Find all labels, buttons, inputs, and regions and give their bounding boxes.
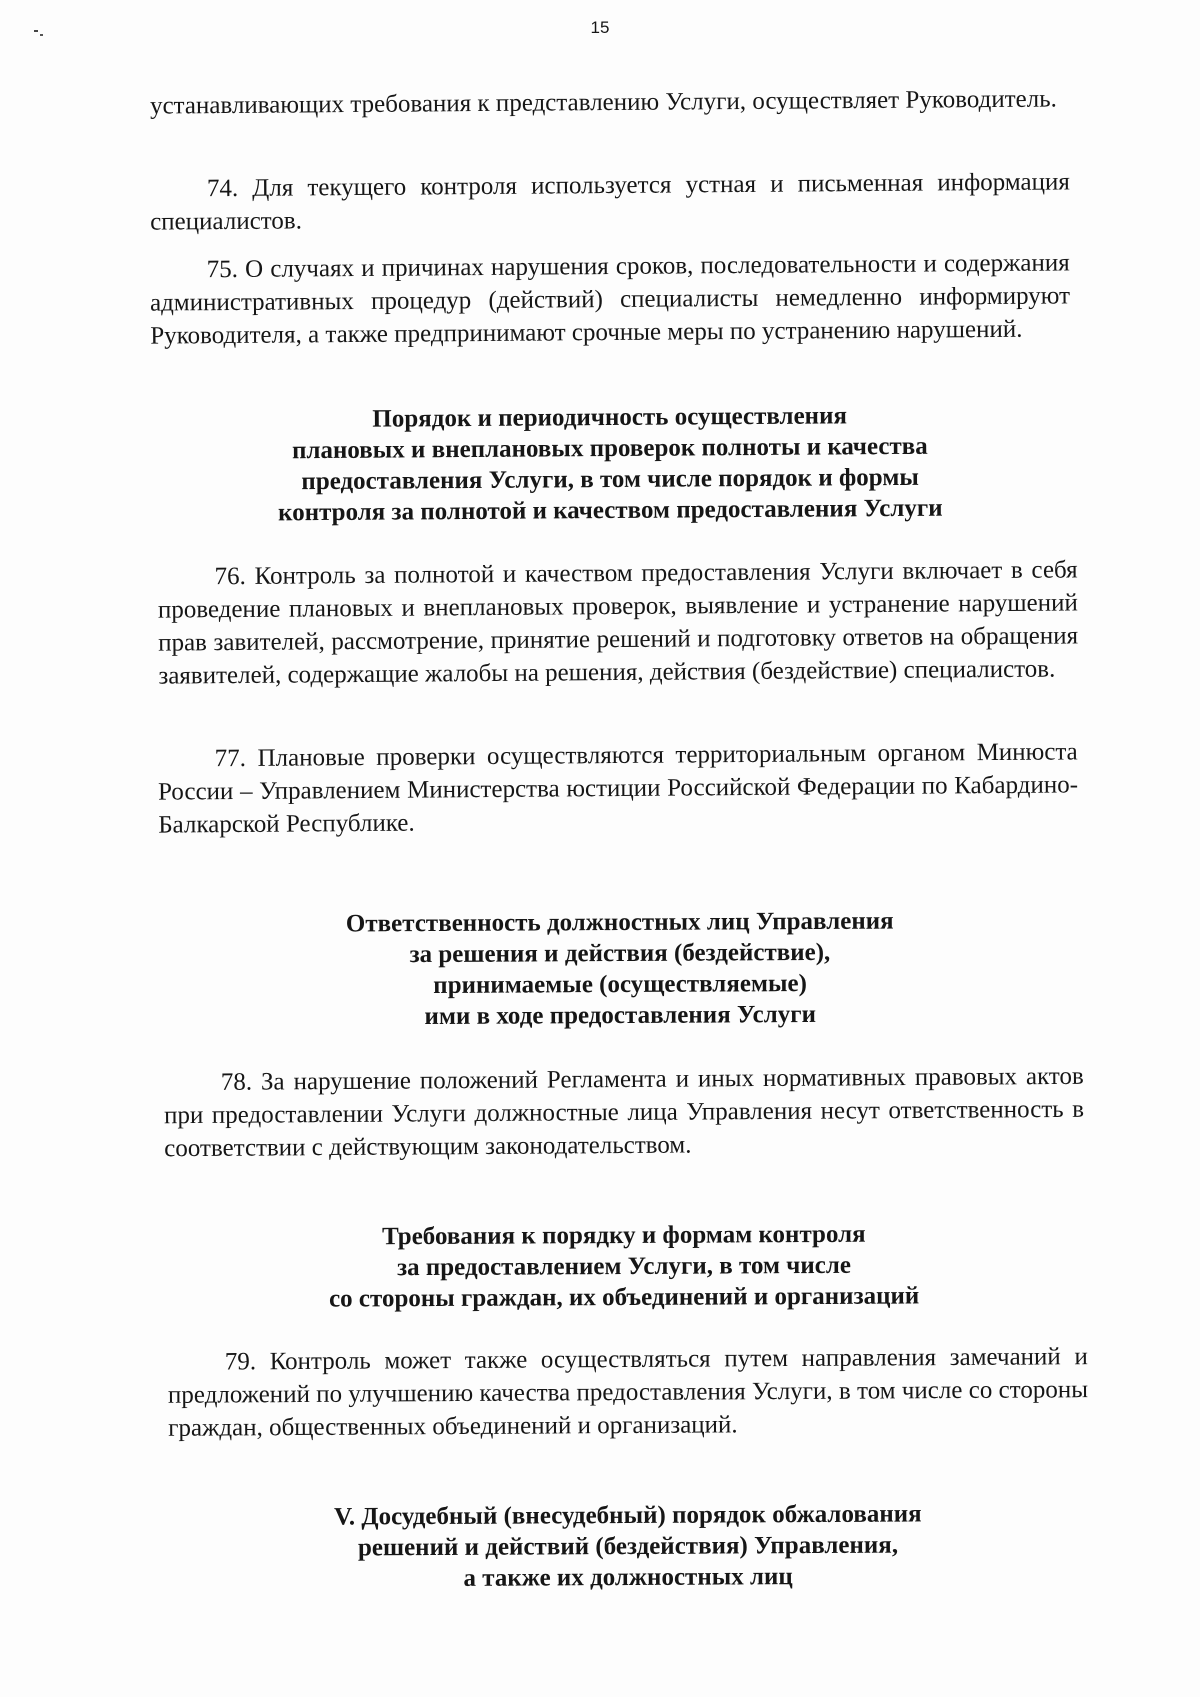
heading-line: принимаемые (осуществляемые) [433, 970, 807, 999]
heading-line: со стороны граждан, их объединений и организаций [328, 1282, 920, 1313]
paragraph-76 [157, 553, 1078, 692]
heading-line: Порядок и периодичность осуществления [372, 402, 848, 433]
heading-line: плановых и внеплановых проверок полноты и качества [291, 432, 928, 465]
paragraph-78 [164, 1060, 1085, 1165]
section-heading-control-requirements [164, 1218, 1084, 1316]
paragraph-text: 78. За нарушение положений Регламента и иных нормативных правовых актов при предоставлении Услуги должностные лица Управления несут ответственность в соответствии с действующим законодательством. [163, 1062, 1085, 1163]
paragraph-text: 75. О случаях и причинах нарушения сроков, последовательности и содержания административных процедур (действий) специалисты немедленно информируют Руководителя, а также предпринимают срочные меры по устранению нарушений. [149, 249, 1071, 350]
section-heading-appeal [168, 1498, 1088, 1596]
heading-line: за решения и действия (бездействие), [409, 938, 831, 969]
heading-line: а также их должностных лиц [463, 1563, 793, 1592]
heading-line: за предоставлением Услуги, в том числе [396, 1251, 852, 1282]
heading-line: Ответственность должностных лиц Управления [345, 907, 894, 938]
section-heading-responsibility [160, 905, 1081, 1034]
paragraph-75 [150, 246, 1071, 352]
heading-line: V. Досудебный (внесудебный) порядок обжалования [333, 1500, 922, 1531]
paragraph-text: 77. Плановые проверки осуществляются территориальным органом Минюста России – Управлением Министерства юстиции Российской Федерации по Кабардино-Балкарской Республике. [157, 738, 1079, 839]
paragraph-text: 76. Контроль за полнотой и качеством предоставления Услуги включает в себя проведение плановых и внеплановых проверок, выявление и устранение нарушений прав завителей, рассмотрение, принятие решений и подготовку ответов на обращения заявителей, содержащие жалобы на решения, действия (бездействие) специалистов. [157, 556, 1079, 690]
paragraph-74 [150, 165, 1070, 238]
heading-line: Требования к порядку и формам контроля [381, 1220, 866, 1251]
section-heading-inspections [150, 399, 1071, 529]
heading-line: предоставления Услуги, в том числе порядок и формы [301, 463, 919, 496]
heading-line: решений и действий (бездействия) Управления, [357, 1531, 899, 1562]
paragraph-text: 74. Для текущего контроля используется устная и письменная информация специалистов. [150, 168, 1070, 236]
heading-line: ими в ходе предоставления Услуги [424, 1000, 817, 1031]
paragraph-text: устанавливающих требования к представлению Услуги, осуществляет Руководитель. [149, 85, 1057, 120]
heading-line: контроля за полнотой и качеством предоставления Услуги [277, 494, 943, 527]
paragraph-text: 79. Контроль может также осуществляться путем направления замечаний и предложений по улучшению качества предоставления Услуги, в том числе со стороны граждан, общественных объединений и организаций. [167, 1343, 1089, 1442]
paragraph-79 [168, 1340, 1089, 1445]
paragraph-77 [158, 735, 1079, 841]
page-number: 15 [590, 18, 610, 37]
paragraph-continuation [150, 82, 1070, 122]
